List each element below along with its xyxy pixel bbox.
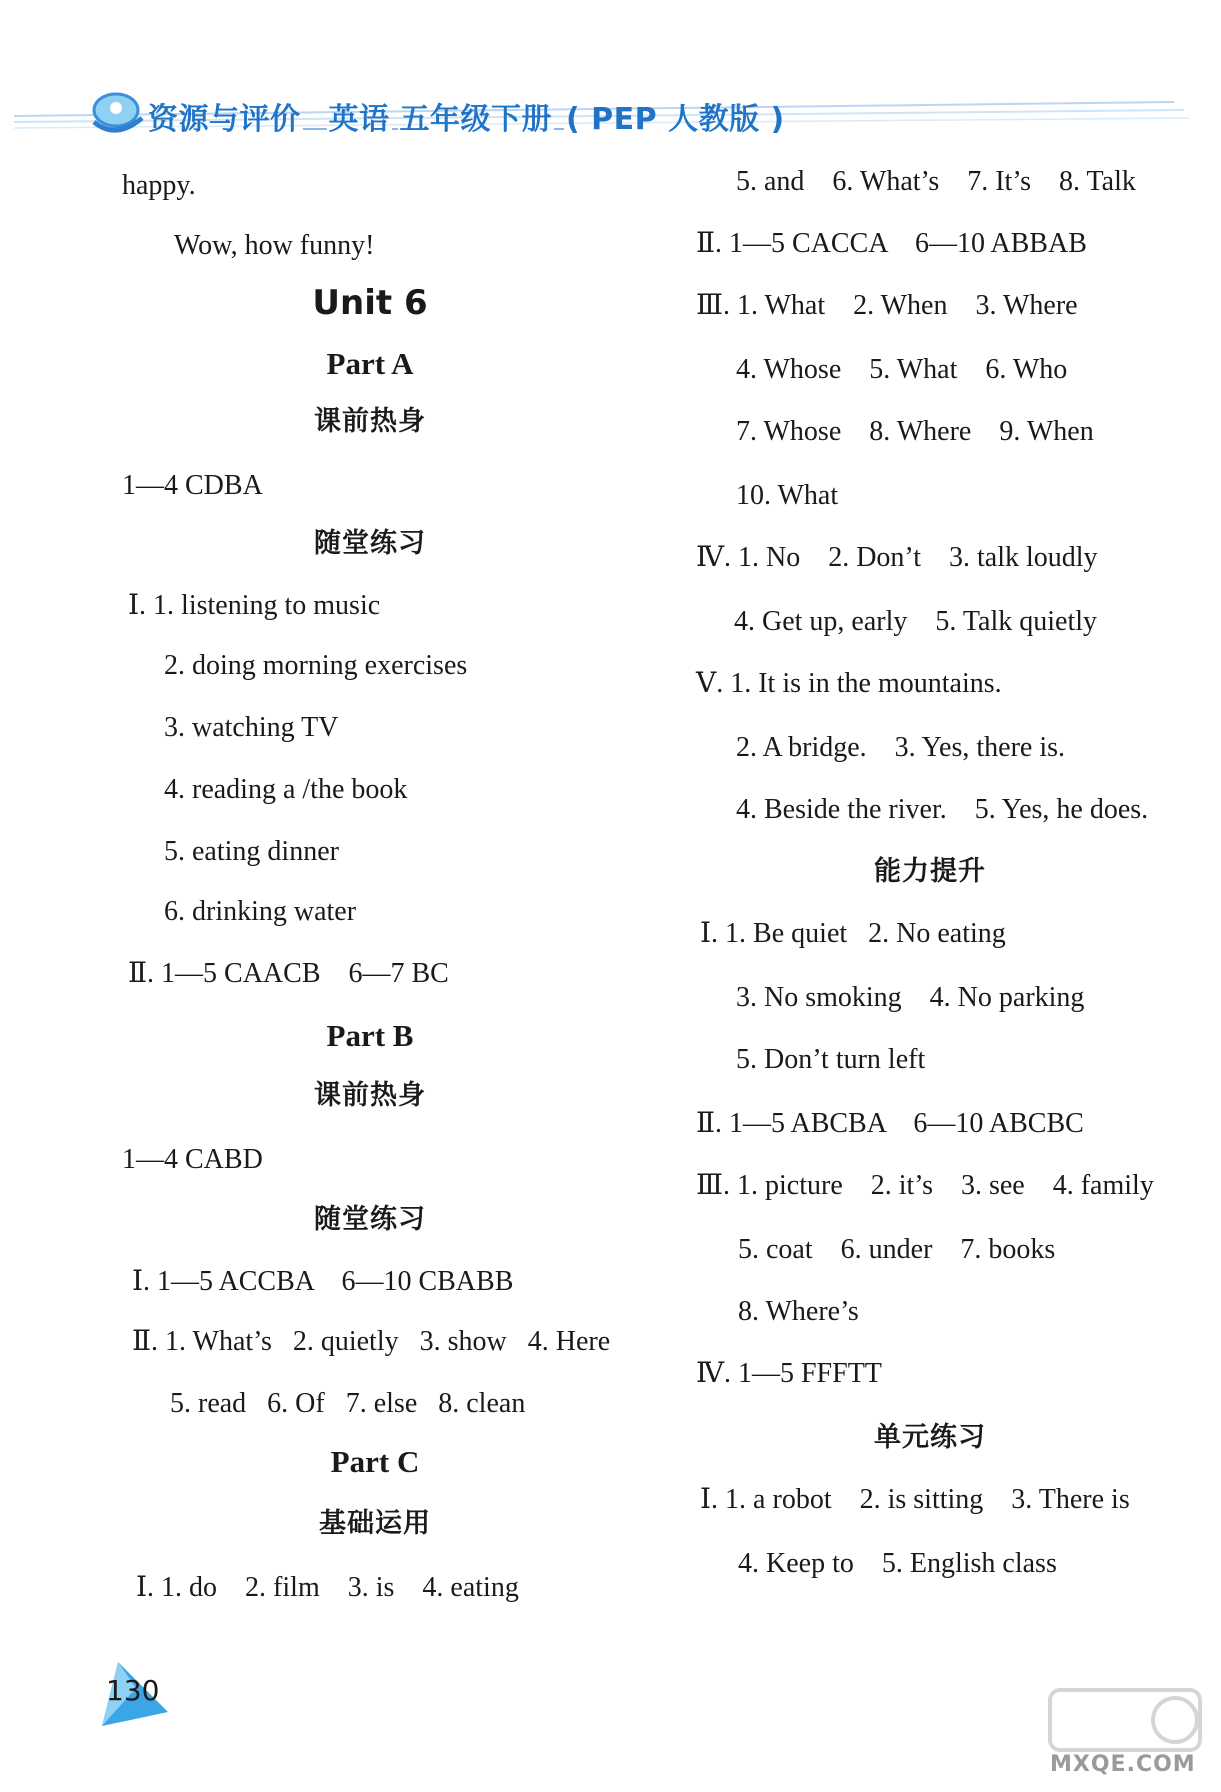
answer-line: Ⅰ. 1. listening to music (128, 590, 381, 621)
answer-line: 1—4 CABD (122, 1144, 263, 1175)
unit-title: Unit 6 (312, 283, 428, 323)
answer-line: Ⅱ. 1—5 CACCA 6—10 ABBAB (696, 228, 1087, 259)
edition-name: ( PEP 人教版 ) (566, 102, 785, 137)
answer-line: 4. Whose 5. What 6. Who (736, 354, 1068, 385)
answer-line: 4. Keep to 5. English class (738, 1548, 1057, 1579)
answer-line: 8. Where’s (738, 1296, 859, 1327)
part-title: Part B (326, 1018, 414, 1053)
answer-line: 5. and 6. What’s 7. It’s 8. Talk (736, 166, 1136, 197)
answer-line: 4. Get up, early 5. Talk quietly (734, 606, 1098, 637)
answer-line: 4. reading a /the book (164, 774, 408, 805)
section-title: 能力提升 (874, 856, 986, 887)
answer-line: 2. A bridge. 3. Yes, there is. (736, 732, 1065, 763)
header-title (148, 94, 785, 138)
answer-line: Ⅰ. 1. a robot 2. is sitting 3. There is (700, 1484, 1130, 1515)
section-title: 单元练习 (874, 1422, 986, 1453)
part-title: Part C (330, 1444, 420, 1479)
answer-line: 6. drinking water (164, 896, 357, 927)
answer-line: Wow, how funny! (174, 230, 375, 261)
section-title: 基础运用 (319, 1508, 431, 1539)
answer-line: Ⅳ. 1—5 FFFTT (696, 1358, 882, 1389)
page-number: 130 (106, 1674, 160, 1707)
answer-line: 7. Whose 8. Where 9. When (736, 416, 1094, 447)
answer-line: Ⅴ. 1. It is in the mountains. (696, 668, 1002, 699)
answer-line: Ⅱ. 1. What’s 2. quietly 3. show 4. Here (132, 1326, 611, 1357)
answer-line: 5. Don’t turn left (736, 1044, 926, 1075)
answer-line: 5. read 6. Of 7. else 8. clean (170, 1388, 526, 1419)
subject-name: 英语 (328, 102, 390, 137)
page-header (0, 80, 1221, 150)
section-title: 随堂练习 (314, 528, 426, 559)
series-name: 资源与评价 (148, 102, 301, 137)
answer-line: happy. (122, 170, 196, 201)
answer-line: 2. doing morning exercises (164, 650, 468, 681)
watermark-text: MXQE.COM (1050, 1752, 1196, 1777)
answer-line: 10. What (736, 480, 839, 511)
answer-line: 3. No smoking 4. No parking (736, 982, 1085, 1013)
answer-line: 5. coat 6. under 7. books (738, 1234, 1056, 1265)
grade-name: 五年级下册 (399, 102, 552, 137)
answer-line: 5. eating dinner (164, 836, 339, 867)
answer-line: Ⅱ. 1—5 ABCBA 6—10 ABCBC (696, 1108, 1084, 1139)
section-title: 课前热身 (314, 1080, 426, 1111)
section-title: 随堂练习 (314, 1204, 426, 1235)
answer-line: Ⅰ. 1. do 2. film 3. is 4. eating (136, 1572, 519, 1603)
answer-line: 1—4 CDBA (122, 470, 263, 501)
answer-line: Ⅱ. 1—5 CAACB 6—7 BC (128, 958, 449, 989)
answer-line: Ⅰ. 1—5 ACCBA 6—10 CBABB (132, 1266, 514, 1297)
answer-line: Ⅲ. 1. picture 2. it’s 3. see 4. family (696, 1170, 1154, 1201)
part-title: Part A (326, 346, 414, 381)
answer-line: Ⅲ. 1. What 2. When 3. Where (696, 290, 1078, 321)
answer-line: Ⅰ. 1. Be quiet 2. No eating (700, 918, 1006, 949)
answer-line: 3. watching TV (164, 712, 339, 743)
answer-line: 4. Beside the river. 5. Yes, he does. (736, 794, 1149, 825)
section-title: 课前热身 (314, 406, 426, 437)
answer-line: Ⅳ. 1. No 2. Don’t 3. talk loudly (696, 542, 1098, 573)
book-logo-icon (86, 88, 148, 140)
